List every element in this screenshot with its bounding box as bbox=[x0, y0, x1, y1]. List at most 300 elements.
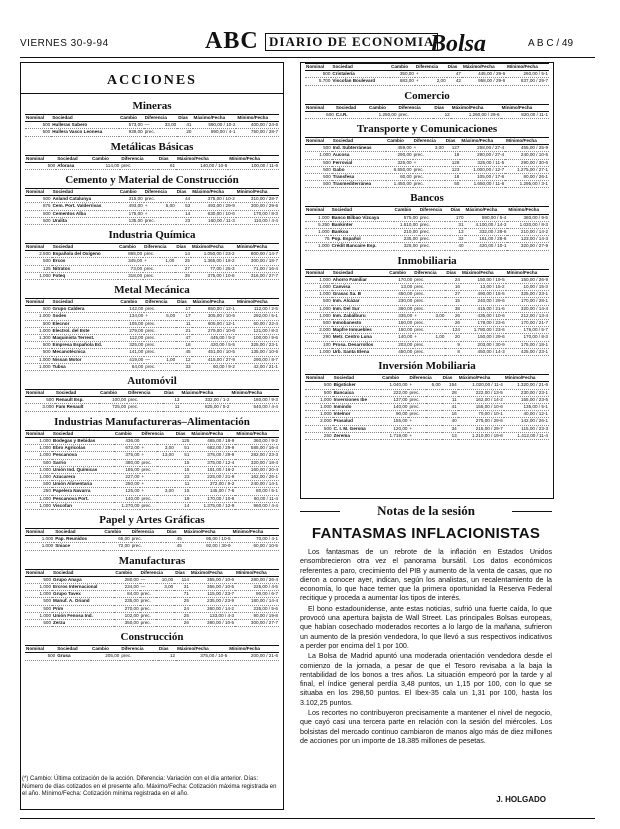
table-cell: 1,00 bbox=[161, 356, 176, 363]
column-header: Nominal bbox=[25, 646, 56, 653]
table-cell: 38 bbox=[445, 305, 461, 312]
table-cell: Bodegas y Bebidas bbox=[52, 437, 114, 444]
table-cell: 191,00 / 16-2 bbox=[190, 466, 235, 473]
table-cell: 837,00 / 29-7 bbox=[506, 78, 549, 85]
table-cell: prec. bbox=[419, 243, 445, 250]
table-cell: prec. bbox=[413, 174, 430, 181]
column-header: Sociedad bbox=[54, 528, 103, 535]
column-header: Sociedad bbox=[52, 244, 118, 251]
table-cell: 375,00 / 12-4 bbox=[190, 459, 235, 466]
column-header: Máximo/Fecha bbox=[176, 155, 228, 162]
table-cell: 61 bbox=[158, 162, 176, 169]
column-header: Días bbox=[176, 299, 191, 306]
table-cell: 105,00 bbox=[119, 320, 144, 327]
table-cell: 5.700 bbox=[305, 78, 331, 85]
table-cell: 9 bbox=[445, 341, 461, 348]
table-cell: Uralita bbox=[52, 217, 119, 224]
table-cell: 31 bbox=[174, 583, 190, 590]
column-header: Nominal bbox=[25, 189, 52, 196]
table-cell: 20 bbox=[177, 129, 192, 136]
table-row bbox=[305, 276, 549, 283]
table-cell: 155,00 / 23-5 bbox=[504, 396, 549, 403]
table-cell: 24 bbox=[174, 605, 190, 612]
table-cell bbox=[430, 348, 445, 355]
table-cell: 325,00 / 23-1 bbox=[506, 291, 549, 298]
table-cell: 355,00 / 10-6 bbox=[190, 576, 235, 583]
table-cell: 155,00 / 10-6 bbox=[458, 403, 504, 410]
table-cell: 425,00 / 23-1 bbox=[506, 348, 549, 355]
table-cell: 215,00 / 29-7 bbox=[458, 425, 504, 432]
table-cell: 1.000 bbox=[305, 396, 333, 403]
table-cell: 493,00 bbox=[119, 203, 144, 210]
table-cell: 360,00 / 14-2 bbox=[190, 605, 235, 612]
table-cell: 282,00 / 23-3 bbox=[235, 452, 279, 459]
table-cell: 455,00 / 25-9 bbox=[505, 145, 549, 152]
column-header: Sociedad bbox=[333, 375, 382, 382]
table-cell: Inm. Del Sur bbox=[332, 305, 389, 312]
table-cell: prec. bbox=[408, 396, 426, 403]
table-cell: Aucosa bbox=[332, 152, 386, 159]
table-cell: prec. bbox=[140, 605, 156, 612]
column-header: Mínimo/Fecha bbox=[504, 375, 549, 382]
table-cell: 47 bbox=[176, 335, 191, 342]
stock-table bbox=[25, 155, 279, 170]
table-cell: 315,00 bbox=[119, 196, 144, 203]
table-cell: 500 bbox=[25, 122, 51, 129]
table-cell: 17 bbox=[176, 306, 191, 313]
stock-table bbox=[25, 298, 279, 371]
table-cell: 235,00 / 5-6 bbox=[235, 605, 279, 612]
table-cell: Ercros Internacional bbox=[52, 583, 114, 590]
column-header: Cambio bbox=[119, 189, 144, 196]
table-cell bbox=[161, 342, 176, 349]
table-cell: Papelera Navarra bbox=[52, 488, 114, 495]
table-cell: prec. bbox=[144, 196, 161, 203]
table-cell: prec. bbox=[413, 320, 430, 327]
table-cell: 127 bbox=[445, 145, 461, 152]
stock-table bbox=[25, 188, 279, 225]
table-cell bbox=[430, 298, 445, 305]
table-cell: 575,00 bbox=[394, 214, 419, 221]
table-cell: 14 bbox=[175, 251, 191, 258]
table-cell: prec. bbox=[413, 305, 430, 312]
table-cell: 235,00 bbox=[394, 236, 419, 243]
column-header: Cambio bbox=[390, 64, 415, 71]
table-cell bbox=[161, 196, 176, 203]
table-cell: 1.000 bbox=[25, 452, 52, 459]
table-cell: 150,00 / 26-9 bbox=[506, 276, 549, 283]
table-cell: 375,00 / 10-6 bbox=[191, 272, 236, 279]
column-header: Mínimo/Fecha bbox=[228, 155, 279, 162]
table-cell: 13,00 bbox=[157, 452, 175, 459]
stock-table bbox=[305, 137, 549, 188]
table-cell bbox=[161, 335, 176, 342]
table-cell: 360,00 / 9-2 bbox=[235, 437, 279, 444]
column-header: Diferencia bbox=[419, 207, 450, 214]
table-cell: 300,00 / 27-7 bbox=[235, 619, 279, 626]
table-cell: 320,00 / 14-4 bbox=[506, 305, 549, 312]
table-cell: Unión Alimentaria bbox=[52, 481, 114, 488]
table-cell: 19 bbox=[175, 495, 191, 502]
column-header: Sociedad bbox=[332, 138, 386, 145]
table-cell: 1.000 bbox=[25, 363, 52, 370]
table-cell: 72,00 bbox=[103, 543, 130, 550]
table-cell: Bankinter bbox=[331, 221, 394, 228]
table-cell: prec. bbox=[413, 327, 430, 334]
table-row bbox=[25, 320, 279, 327]
table-row bbox=[25, 363, 279, 370]
table-cell: Elecnor bbox=[52, 320, 120, 327]
table-cell bbox=[161, 349, 176, 356]
column-header: Mínimo/Fecha bbox=[230, 390, 279, 397]
table-row bbox=[25, 459, 279, 466]
table-cell: 500 bbox=[25, 481, 52, 488]
table-row bbox=[25, 335, 279, 342]
table-cell: + bbox=[408, 432, 426, 439]
column-header: Diferencia bbox=[408, 375, 441, 382]
table-cell: Pap. Reunidos bbox=[54, 536, 103, 543]
column-header: Sociedad bbox=[52, 299, 120, 306]
column-header: Mínimo/Fecha bbox=[507, 207, 549, 214]
notas-paragraph: Los fantasmas de un rebrote de la inflación en Estados Unidos ensombrecieron otra vez el panorama bursátil. Los datos económicos referentes a paro, crecimiento del PIB y aumento de la venta de casas, que no dieron a conocer ayer, indican, según los analistas, un recalentamiento de la economía, lo que hace temer que la primera oportunidad la Reserva Federal recitique y proceda a aumentar los tipos de interés. bbox=[300, 548, 552, 603]
table-cell bbox=[430, 320, 445, 327]
stock-table bbox=[25, 389, 279, 412]
table-cell: Ahorro Familiar bbox=[332, 276, 389, 283]
table-cell: 350,00 bbox=[390, 71, 415, 78]
table-row bbox=[305, 284, 549, 291]
column-header: Diferencia bbox=[131, 528, 166, 535]
table-cell: 65,00 bbox=[103, 536, 130, 543]
column-header: Diferencia bbox=[415, 64, 447, 71]
table-cell: 135,00 bbox=[119, 217, 144, 224]
table-cell: 875 bbox=[25, 203, 52, 210]
stock-section bbox=[25, 555, 279, 628]
table-cell: 280,00 bbox=[114, 576, 139, 583]
table-cell bbox=[161, 306, 176, 313]
table-row bbox=[25, 481, 279, 488]
table-cell: prec. bbox=[144, 342, 161, 349]
table-cell: 490,00 / 15-5 bbox=[461, 291, 506, 298]
table-cell: 1.260,00 / 29-6 bbox=[451, 111, 501, 118]
table-cell: 1.450,00 bbox=[386, 181, 412, 188]
table-cell: Prasalud bbox=[333, 418, 382, 425]
column-header: Diferencia bbox=[140, 569, 175, 576]
column-header: Sociedad bbox=[331, 64, 390, 71]
table-cell: prec. bbox=[144, 217, 161, 224]
table-cell: 1.210,00 / 19-6 bbox=[458, 432, 504, 439]
table-cell: 162,00 / 14-2 bbox=[458, 396, 504, 403]
table-cell: 170,00 / 21-7 bbox=[506, 320, 549, 327]
table-cell bbox=[156, 598, 174, 605]
table-row bbox=[305, 159, 549, 166]
column-header: Máximo/Fecha bbox=[465, 207, 508, 214]
table-cell: 445,00 / 29-6 bbox=[462, 71, 506, 78]
column-header: Días bbox=[158, 155, 176, 162]
table-row bbox=[25, 356, 279, 363]
table-cell: 20 bbox=[445, 334, 461, 341]
table-cell: Crédit Bancaire Esp. bbox=[331, 243, 394, 250]
notas-de-la-sesion bbox=[300, 503, 552, 808]
table-cell: 682,00 / 29-9 bbox=[190, 445, 235, 452]
table-cell: 3,00 bbox=[430, 145, 445, 152]
table-cell: Inm. Zabálburu bbox=[332, 312, 389, 319]
table-cell: 500 bbox=[25, 598, 52, 605]
column-header: Diferencia bbox=[127, 390, 163, 397]
table-cell: prec. bbox=[143, 272, 160, 279]
table-cell: 1.020,00 / 8-3 bbox=[507, 221, 549, 228]
table-cell: 325,00 / 23-1 bbox=[236, 342, 279, 349]
table-cell: 325,00 bbox=[394, 243, 419, 250]
table-cell bbox=[430, 327, 445, 334]
table-cell: 6.550,00 bbox=[386, 166, 412, 173]
table-cell: 150,00 / 19-5 bbox=[461, 276, 506, 283]
table-cell: 112,00 bbox=[119, 335, 144, 342]
table-cell: 24 bbox=[445, 276, 461, 283]
column-header: Nominal bbox=[25, 244, 52, 251]
table-cell: Pop. Español bbox=[331, 236, 394, 243]
table-cell: 115,00 / 23-3 bbox=[504, 425, 549, 432]
table-cell: prec. bbox=[120, 653, 152, 660]
stock-section bbox=[25, 100, 279, 137]
section-title: Automóvil bbox=[127, 375, 177, 388]
table-row bbox=[25, 437, 279, 444]
stock-section bbox=[305, 255, 549, 356]
column-header: Máximo/Fecha bbox=[462, 64, 506, 71]
table-cell: 1.000 bbox=[25, 591, 52, 598]
table-cell: 175,00 / 18-1 bbox=[506, 341, 549, 348]
table-cell: + bbox=[144, 203, 161, 210]
column-header: Sociedad bbox=[51, 115, 119, 122]
table-cell: 500 bbox=[25, 162, 56, 169]
table-cell: 500 bbox=[25, 349, 52, 356]
table-cell: 1.000 bbox=[305, 348, 332, 355]
column-header: Máximo/Fecha bbox=[193, 115, 237, 122]
section-title: Industrias Manufactureras–Alimentación bbox=[54, 415, 250, 428]
table-cell: 1,00 bbox=[160, 258, 175, 265]
section-title: Transporte y Comunicaciones bbox=[356, 123, 498, 136]
table-cell: 380,00 bbox=[114, 459, 141, 466]
table-cell: 3,00 bbox=[430, 312, 445, 319]
table-cell: 1.719,00 bbox=[381, 432, 408, 439]
table-cell: Inm. Alcázar bbox=[332, 298, 389, 305]
column-header: Diferencia bbox=[143, 244, 175, 251]
table-cell: 240,00 / 29-6 bbox=[461, 298, 506, 305]
table-cell: 41 bbox=[442, 403, 458, 410]
table-cell: 1.365,00 / 18-2 bbox=[191, 258, 236, 265]
stock-table bbox=[25, 243, 279, 280]
table-cell bbox=[430, 276, 445, 283]
table-cell: Aforasa bbox=[56, 162, 91, 169]
table-cell: 573,00 bbox=[119, 122, 144, 129]
table-cell: 170,00 / 8-3 bbox=[506, 334, 549, 341]
stock-section bbox=[305, 192, 549, 250]
table-cell: + bbox=[408, 425, 426, 432]
table-cell: 5.250 bbox=[305, 221, 331, 228]
table-row bbox=[305, 111, 549, 118]
table-cell: 500 bbox=[25, 210, 52, 217]
table-cell bbox=[157, 502, 175, 509]
column-header: Nominal bbox=[25, 115, 51, 122]
table-cell: 41 bbox=[177, 122, 192, 129]
column-header: Sociedad bbox=[55, 390, 99, 397]
table-cell: 500 bbox=[305, 159, 332, 166]
column-header: Mínimo/Fecha bbox=[228, 646, 279, 653]
table-cell: 280,00 / 26-4 bbox=[235, 576, 279, 583]
table-cell: 150,00 bbox=[388, 320, 413, 327]
table-cell bbox=[161, 327, 176, 334]
table-cell: 15 bbox=[175, 459, 191, 466]
column-header: Días bbox=[445, 269, 461, 276]
table-cell: 8 bbox=[445, 348, 461, 355]
table-cell: 60,00 / 9-2 bbox=[192, 363, 236, 370]
table-row bbox=[305, 166, 549, 173]
table-cell: 1.000 bbox=[305, 214, 331, 221]
table-cell: 100 bbox=[305, 341, 332, 348]
stock-section bbox=[305, 90, 549, 119]
table-cell: + bbox=[413, 145, 430, 152]
table-cell: 459,00 bbox=[386, 145, 412, 152]
table-cell: Ind. Subterráneas bbox=[332, 145, 386, 152]
table-cell: 1.000 bbox=[25, 502, 52, 509]
table-cell: 42,00 / 21-1 bbox=[236, 363, 279, 370]
table-cell: 170,00 / 10-9 bbox=[190, 495, 235, 502]
table-row bbox=[25, 129, 279, 136]
table-cell: 140,00 bbox=[381, 403, 408, 410]
table-cell: 150,00 bbox=[388, 327, 413, 334]
table-cell: 121,00 / 8-3 bbox=[236, 327, 279, 334]
table-cell: + bbox=[413, 312, 430, 319]
table-cell: Renault Esp. bbox=[55, 397, 99, 404]
column-header: Mínimo/Fecha bbox=[236, 299, 279, 306]
table-cell: 500 bbox=[25, 129, 51, 136]
table-cell: + bbox=[415, 71, 425, 78]
column-header: Diferencia bbox=[144, 115, 178, 122]
table-cell: 13,00 / 15-2 bbox=[461, 284, 506, 291]
table-cell: 134,00 bbox=[119, 313, 144, 320]
table-row bbox=[305, 174, 549, 181]
column-header: Máximo/Fecha bbox=[458, 375, 504, 382]
column-header: Cambio bbox=[103, 528, 130, 535]
column-header: Días bbox=[445, 138, 461, 145]
table-cell: 123,00 / 14-3 bbox=[507, 236, 549, 243]
table-cell: 12 bbox=[433, 111, 450, 118]
column-header: Cambio bbox=[386, 138, 412, 145]
table-cell: Grasac Sa. B bbox=[332, 291, 389, 298]
table-cell: 435,00 / 10-6 bbox=[461, 312, 506, 319]
table-row bbox=[25, 306, 279, 313]
stock-section bbox=[305, 360, 549, 440]
table-cell: 222,00 bbox=[381, 389, 408, 396]
table-cell: 500 bbox=[25, 605, 52, 612]
section-title: Cemento y Material de Construcción bbox=[65, 174, 239, 187]
table-cell: 500 bbox=[25, 217, 52, 224]
table-row bbox=[305, 389, 549, 396]
table-row bbox=[305, 327, 549, 334]
table-cell: 445,00 / 9-2 bbox=[192, 335, 236, 342]
table-cell: prec. bbox=[144, 363, 161, 370]
table-cell: 630,00 / 10-6 bbox=[191, 210, 236, 217]
table-cell: 16 bbox=[445, 284, 461, 291]
table-cell: Bancaixa bbox=[333, 389, 382, 396]
table-cell: 11 bbox=[442, 396, 458, 403]
table-cell: Unión Ind. Químicas bbox=[52, 466, 114, 473]
table-row bbox=[305, 411, 549, 418]
table-cell: 34 bbox=[442, 425, 458, 432]
column-header: Diferencia bbox=[413, 269, 445, 276]
table-cell: 1.000 bbox=[25, 356, 52, 363]
table-cell: 500 bbox=[305, 425, 333, 432]
table-cell: 240,00 / 10-5 bbox=[505, 152, 549, 159]
table-cell bbox=[161, 320, 176, 327]
column-header: Cambio bbox=[381, 375, 408, 382]
table-cell: Viscofan bbox=[52, 502, 114, 509]
column-header: Cambio bbox=[91, 646, 120, 653]
table-cell: prec. bbox=[144, 129, 160, 136]
table-cell: 332,00 / 28-6 bbox=[465, 229, 508, 236]
table-cell: 155,00 bbox=[381, 418, 408, 425]
column-header: Nominal bbox=[25, 155, 56, 162]
column-header: Máximo/Fecha bbox=[451, 104, 501, 111]
table-row bbox=[25, 591, 279, 598]
table-cell: prec. bbox=[419, 214, 445, 221]
table-row bbox=[305, 298, 549, 305]
table-cell: 1.000 bbox=[25, 473, 52, 480]
table-cell: 70,00 / 4-1 bbox=[232, 536, 279, 543]
table-cell: 170,00 / 28-1 bbox=[506, 298, 549, 305]
table-row bbox=[25, 598, 279, 605]
notas-body bbox=[300, 548, 552, 747]
table-cell: 500 bbox=[305, 382, 333, 389]
table-cell: 53 bbox=[176, 203, 192, 210]
table-cell: 84,00 bbox=[114, 591, 139, 598]
stock-table bbox=[25, 528, 279, 551]
table-cell bbox=[160, 129, 178, 136]
stock-table bbox=[25, 645, 279, 660]
table-cell: 316,00 / 27-7 bbox=[236, 272, 279, 279]
table-cell: 2.000 bbox=[305, 418, 333, 425]
table-cell: 210,00 / 14-2 bbox=[507, 229, 549, 236]
table-cell: 80,00 / 26-1 bbox=[505, 174, 549, 181]
table-cell: 140,00 / 10-5 bbox=[176, 162, 228, 169]
table-cell: Cristalería bbox=[331, 71, 390, 78]
table-row bbox=[25, 605, 279, 612]
table-cell: 960,00 / 4-4 bbox=[235, 502, 279, 509]
table-cell: 110,00 / 4-4 bbox=[236, 217, 279, 224]
table-cell: 11 bbox=[176, 320, 191, 327]
column-header: Días bbox=[175, 430, 191, 437]
table-cell: 140,00 bbox=[388, 334, 413, 341]
column-header: Cambio bbox=[119, 299, 144, 306]
table-cell: prec. bbox=[127, 404, 158, 411]
table-cell: + bbox=[415, 78, 425, 85]
stock-section bbox=[305, 123, 549, 188]
table-cell: Asland Catalunya bbox=[52, 196, 119, 203]
table-cell: Empresa Española Ed. bbox=[52, 342, 120, 349]
table-cell: 64,00 bbox=[119, 363, 144, 370]
table-cell bbox=[426, 432, 442, 439]
table-cell: 450,00 bbox=[388, 348, 413, 355]
table-cell: 13,00 bbox=[388, 284, 413, 291]
table-cell: Sodes bbox=[52, 313, 120, 320]
table-cell: 23 bbox=[175, 473, 191, 480]
column-header: Diferencia bbox=[144, 189, 176, 196]
table-cell: 1.000 bbox=[25, 445, 52, 452]
column-header: Diferencia bbox=[140, 430, 174, 437]
table-cell: 10,00 / 15-3 bbox=[506, 284, 549, 291]
column-header: Nominal bbox=[25, 299, 52, 306]
table-cell: Cem. Port. Valderrivas bbox=[52, 203, 119, 210]
table-row bbox=[25, 466, 279, 473]
